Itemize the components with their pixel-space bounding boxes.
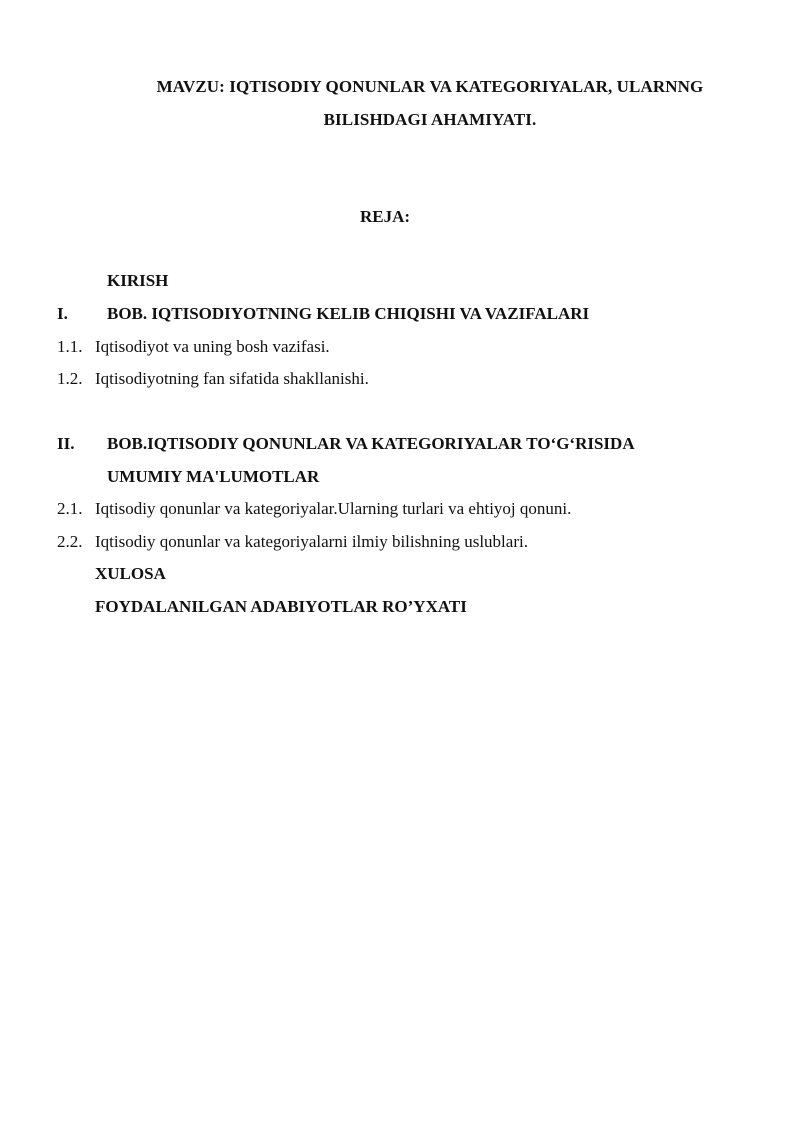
conclusion-item: XULOSA [95, 564, 166, 583]
chapter-2-title-line-2: UMUMIY MA'LUMOTLAR [107, 467, 320, 486]
chapter-1-title: BOB. IQTISODIYOTNING KELIB CHIQISHI VA VAZIFALARI [107, 304, 590, 323]
section-1-1-number: 1.1. [57, 337, 83, 356]
section-1-2-title: Iqtisodiyotning fan sifatida shakllanishi. [95, 369, 369, 388]
chapter-2-numeral: II. [57, 434, 75, 453]
document-title-line-2: BILISHDAGI AHAMIYATI. [323, 110, 537, 129]
section-2-2-number: 2.2. [57, 532, 83, 551]
plan-heading: REJA: [359, 207, 411, 226]
intro-item: KIRISH [107, 271, 169, 290]
chapter-1-numeral: I. [57, 304, 68, 323]
document-title-line-1: MAVZU: IQTISODIY QONUNLAR VA KATEGORIYALAR, ULARNNG [156, 77, 704, 96]
section-1-2-number: 1.2. [57, 369, 83, 388]
section-2-2-title: Iqtisodiy qonunlar va kategoriyalarni ilmiy bilishning uslublari. [95, 532, 528, 551]
section-2-1-number: 2.1. [57, 499, 83, 518]
chapter-2-title-line-1: BOB.IQTISODIY QONUNLAR VA KATEGORIYALAR TO‘G‘RISIDA [107, 434, 635, 453]
references-item: FOYDALANILGAN ADABIYOTLAR RO’YXATI [95, 597, 467, 616]
section-1-1-title: Iqtisodiyot va uning bosh vazifasi. [95, 337, 330, 356]
section-2-1-title: Iqtisodiy qonunlar va kategoriyalar.Ularning turlari va ehtiyoj qonuni. [95, 499, 572, 518]
